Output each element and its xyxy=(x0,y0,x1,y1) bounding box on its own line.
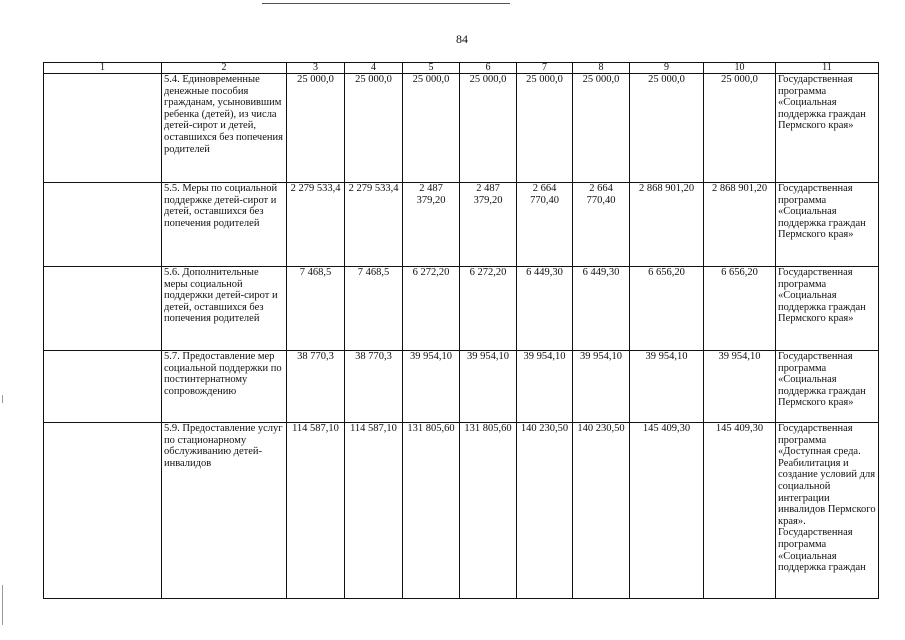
top-rule xyxy=(262,3,510,4)
value-cell: 2 868 901,20 xyxy=(704,183,776,267)
value-cell: 25 000,0 xyxy=(403,74,460,183)
value-cell: 2 868 901,20 xyxy=(630,183,704,267)
column-header: 1 xyxy=(44,63,162,74)
value-cell: 38 770,3 xyxy=(345,351,403,423)
table-row xyxy=(44,351,879,423)
value-cell: 2 664 770,40 xyxy=(573,183,630,267)
value-cell: 38 770,3 xyxy=(287,351,345,423)
value-cell: 131 805,60 xyxy=(403,423,460,599)
measure-name-cell: 5.5. Меры по социальной поддержке детей-сирот и детей, оставшихся без попечения родителей xyxy=(162,183,287,267)
program-cell: Государственная программа «Социальная поддержка граждан Пермского края» xyxy=(776,183,879,267)
empty-cell xyxy=(44,267,162,351)
budget-table xyxy=(43,62,879,599)
scan-margin-mark xyxy=(2,585,3,625)
value-cell: 2 487 379,20 xyxy=(403,183,460,267)
value-cell: 6 449,30 xyxy=(573,267,630,351)
column-header: 5 xyxy=(403,63,460,74)
column-header: 9 xyxy=(630,63,704,74)
value-cell: 114 587,10 xyxy=(345,423,403,599)
value-cell: 2 664 770,40 xyxy=(517,183,573,267)
column-header: 11 xyxy=(776,63,879,74)
value-cell: 6 272,20 xyxy=(460,267,517,351)
measure-name-cell: 5.4. Единовременные денежные пособия гражданам, усыновившим ребенка (детей), из числа детей-сирот и детей, оставшихся без попечения родителей xyxy=(162,74,287,183)
empty-cell xyxy=(44,351,162,423)
value-cell: 6 656,20 xyxy=(630,267,704,351)
table-row xyxy=(44,74,879,183)
measure-name-cell: 5.7. Предоставление мер социальной поддержки по постинтернатному сопровождению xyxy=(162,351,287,423)
empty-cell xyxy=(44,423,162,599)
column-number-row xyxy=(44,63,879,74)
value-cell: 7 468,5 xyxy=(287,267,345,351)
value-cell: 140 230,50 xyxy=(517,423,573,599)
value-cell: 6 272,20 xyxy=(403,267,460,351)
value-cell: 25 000,0 xyxy=(345,74,403,183)
column-header: 3 xyxy=(287,63,345,74)
value-cell: 39 954,10 xyxy=(517,351,573,423)
value-cell: 39 954,10 xyxy=(573,351,630,423)
value-cell: 25 000,0 xyxy=(460,74,517,183)
value-cell: 25 000,0 xyxy=(704,74,776,183)
value-cell: 145 409,30 xyxy=(630,423,704,599)
column-header: 8 xyxy=(573,63,630,74)
value-cell: 2 279 533,4 xyxy=(287,183,345,267)
value-cell: 140 230,50 xyxy=(573,423,630,599)
value-cell: 39 954,10 xyxy=(460,351,517,423)
value-cell: 39 954,10 xyxy=(403,351,460,423)
measure-name-cell: 5.9. Предоставление услуг по стационарному обслуживанию детей-инвалидов xyxy=(162,423,287,599)
program-cell: Государственная программа «Социальная поддержка граждан Пермского края» xyxy=(776,74,879,183)
program-cell: Государственная программа «Доступная среда. Реабилитация и создание условий для социальной интеграции инвалидов Пермского края». Государственная программа «Социальная поддержка граждан xyxy=(776,423,879,599)
column-header: 2 xyxy=(162,63,287,74)
table-row xyxy=(44,267,879,351)
value-cell: 25 000,0 xyxy=(287,74,345,183)
empty-cell xyxy=(44,74,162,183)
value-cell: 6 656,20 xyxy=(704,267,776,351)
table-row xyxy=(44,423,879,599)
program-cell: Государственная программа «Социальная поддержка граждан Пермского края» xyxy=(776,351,879,423)
value-cell: 25 000,0 xyxy=(630,74,704,183)
value-cell: 2 487 379,20 xyxy=(460,183,517,267)
value-cell: 39 954,10 xyxy=(704,351,776,423)
column-header: 7 xyxy=(517,63,573,74)
value-cell: 7 468,5 xyxy=(345,267,403,351)
value-cell: 25 000,0 xyxy=(573,74,630,183)
value-cell: 6 449,30 xyxy=(517,267,573,351)
empty-cell xyxy=(44,183,162,267)
value-cell: 39 954,10 xyxy=(630,351,704,423)
page-number: 84 xyxy=(456,32,468,46)
value-cell: 145 409,30 xyxy=(704,423,776,599)
value-cell: 114 587,10 xyxy=(287,423,345,599)
measure-name-cell: 5.6. Дополнительные меры социальной поддержки детей-сирот и детей, оставшихся без попечения родителей xyxy=(162,267,287,351)
column-header: 4 xyxy=(345,63,403,74)
value-cell: 2 279 533,4 xyxy=(345,183,403,267)
column-header: 6 xyxy=(460,63,517,74)
table-row xyxy=(44,183,879,267)
value-cell: 131 805,60 xyxy=(460,423,517,599)
scan-margin-mark xyxy=(2,395,3,403)
value-cell: 25 000,0 xyxy=(517,74,573,183)
program-cell: Государственная программа «Социальная поддержка граждан Пермского края» xyxy=(776,267,879,351)
column-header: 10 xyxy=(704,63,776,74)
